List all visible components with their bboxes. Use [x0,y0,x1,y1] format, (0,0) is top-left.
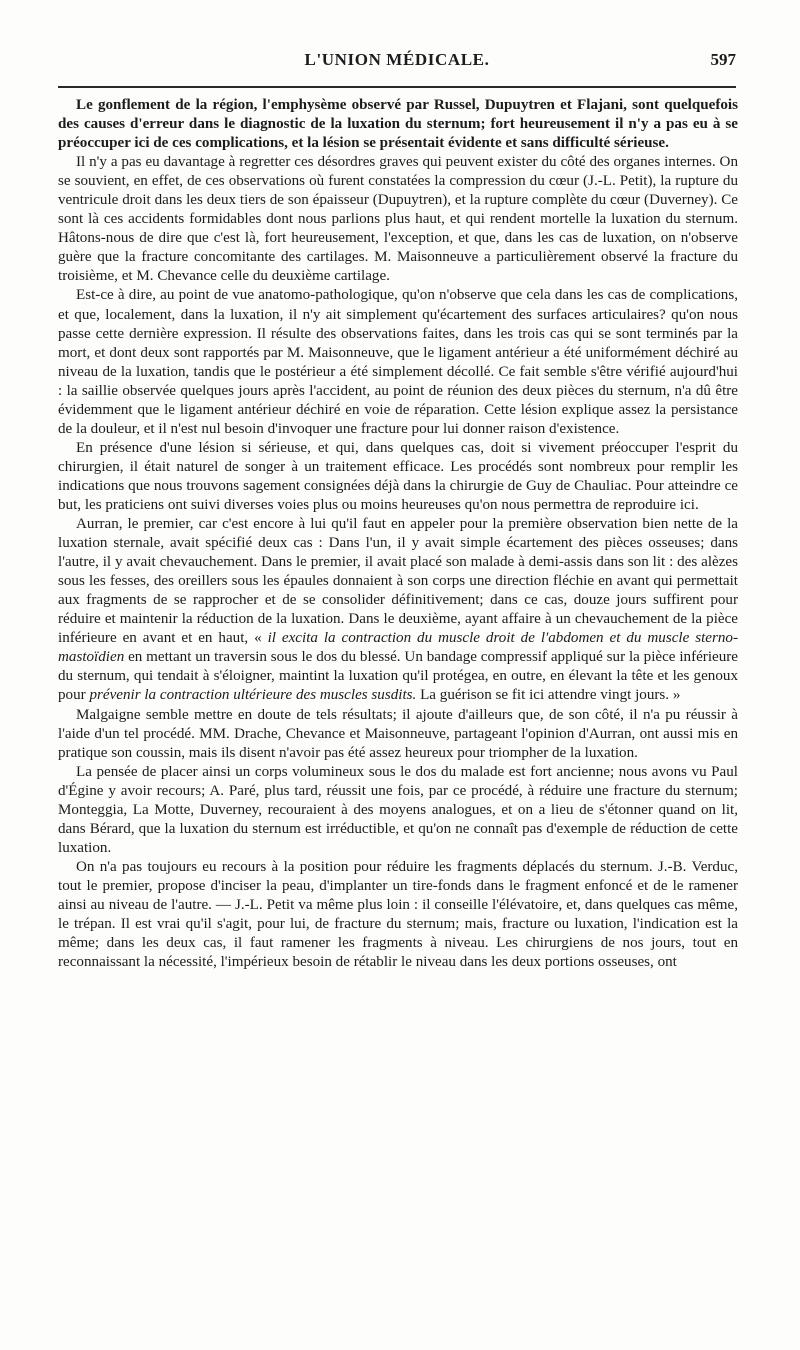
header-rule [58,86,736,88]
paragraph-2: Il n'y a pas eu davantage à regretter ces désordres graves qui peuvent exister du côté des organes internes. On se souvient, en effet, de ces observations où furent constatées la compression du cœur (J.-L. Petit), la rupture du ventricule droit dans les deux tiers de son épaisseur (Dupuytren), et la rupture complète du cœur (Duverney). Ce sont là ces accidents formidables dont nous parlions plus haut, et qui rendent mortelle la luxation du sternum. Hâtons-nous de dire que c'est là, fort heureusement, l'exception, et que, dans les cas de luxation, on n'observe guère que la fracture concomitante des cartilages. M. Maisonneuve a particulièrement observé la fracture du troisième, et M. Chevance celle du deuxième cartilage. [58,154,738,285]
paragraph-5-text-c: La guérison se fit ici attendre vingt jours. » [416,687,681,704]
paragraph-4: En présence d'une lésion si sérieuse, et qui, dans quelques cas, doit si vivement préoccuper l'esprit du chirurgien, il était naturel de songer à un traitement efficace. Les procédés sont nombreux pour remplir les indications que nous trouvons sagement consignées déjà dans la chirurgie de Guy de Chauliac. Pour atteindre ce but, les praticiens ont suivi diverses voies plus ou moins heureuses qu'on nous permettra de reproduire ici. [58,439,738,513]
quote-italic-1: il excita la contraction du muscle droit de l'abdomen et du muscle sterno-mastoïdien [58,630,738,666]
paragraph-7: La pensée de placer ainsi un corps volumineux sous le dos du malade est fort ancienne; nous avons vu Paul d'Égine y avoir recours; A. Paré, plus tard, réussit une fois, par ce procédé, à réduire une fracture du sternum; Monteggia, La Motte, Duverney, recouraient à des moyens analogues, et on a lieu de s'étonner quand on lit, dans Bérard, que la luxation du sternum est irréductible, et qu'on ne connaît pas d'exemple de réduction de cette luxation. [58,763,738,856]
paragraph-6: Malgaigne semble mettre en doute de tels résultats; il ajoute d'ailleurs que, de son côté, il n'a pu réussir à l'aide d'un tel procédé. MM. Drache, Chevance et Maisonneuve, partageant l'opinion d'Aurran, ont aussi mis en pratique son coussin, mais ils disent n'avoir pas été assez heureux pour triompher de la luxation. [58,706,738,761]
paragraph-5-text-b: en mettant un traversin sous le dos du blessé. Un bandage compressif appliqué sur la pièce inférieure du sternum, qui tendait à s'éloigner, maintint la luxation qu'il protégea, en outre, en élevant la tête et les genoux pour [58,649,738,704]
paragraph-5-text-a: Aurran, le premier, car c'est encore à lui qu'il faut en appeler pour la première observation bien nette de la luxation sternale, avait spécifié deux cas : Dans l'un, il y avait simple écartement des pièces osseuses; dans l'autre, il y avait chevauchement. Dans le premier, il avait placé son malade à demi-assis dans son lit : des alèzes sous les fesses, des oreillers sous les épaules donnaient à son corps une direction fléchie en avant qui permettait aux fragments de se rapprocher et de se consolider définitivement; dans ce cas, douze jours suffirent pour réduire et maintenir la réduction de la luxation. Dans le deuxième, ayant affaire à un chevauchement de la pièce inférieure en avant et en haut, « [58,516,738,647]
paragraph-3: Est-ce à dire, au point de vue anatomo-pathologique, qu'on n'observe que cela dans les cas de complications, et que, localement, dans la luxation, il n'y ait simplement qu'écartement des surfaces articulaires? qu'on nous passe cette dernière expression. Il résulte des observations faites, dans les trois cas qui se sont terminés par la mort, et dont deux sont rapportés par M. Maisonneuve, que le ligament antérieur a été uniformément déchiré au niveau de la luxation, tandis que le postérieur a été simplement décollé. Ce fait semble s'être vérifié aujourd'hui : la saillie observée quelques jours après l'accident, au point de réunion des deux pièces du sternum, n'a dû être évidemment que le ligament antérieur déchiré en voie de réparation. Cette lésion explique assez la persistance de la douleur, et il n'est nul besoin d'invoquer une fracture pour lui donner raison d'existence. [58,287,738,437]
paragraph-1: Le gonflement de la région, l'emphysème observé par Russel, Dupuytren et Flajani, sont quelquefois des causes d'erreur dans le diagnostic de la luxation du sternum; fort heureusement il n'y a pas eu à se préoccuper ici de ces complications, et la lésion se présentait évidente et sans difficulté sérieuse. [58,97,738,152]
article-body [58,96,738,972]
running-title: L'UNION MÉDICALE. [304,50,490,69]
page-header [58,50,736,76]
page-number: 597 [710,50,736,69]
paragraph-5 [58,515,738,705]
paragraph-8: On n'a pas toujours eu recours à la position pour réduire les fragments déplacés du sternum. J.-B. Verduc, tout le premier, propose d'inciser la peau, d'implanter un tire-fonds dans le fragment enfoncé et de le ramener ainsi au niveau de l'autre. — J.-L. Petit va même plus loin : il conseille l'élévatoire, et, dans quelques cas même, le trépan. Il est vrai qu'il s'agit, pour lui, de fracture du sternum; mais, fracture ou luxation, l'indication est la même; dans les deux cas, il faut ramener les fragments à niveau. Les chirurgiens de nos jours, tout en reconnaissant la nécessité, l'impérieux besoin de rétablir le niveau dans les deux portions osseuses, ont [58,858,738,971]
quote-italic-2: prévenir la contraction ultérieure des muscles susdits. [89,687,417,704]
